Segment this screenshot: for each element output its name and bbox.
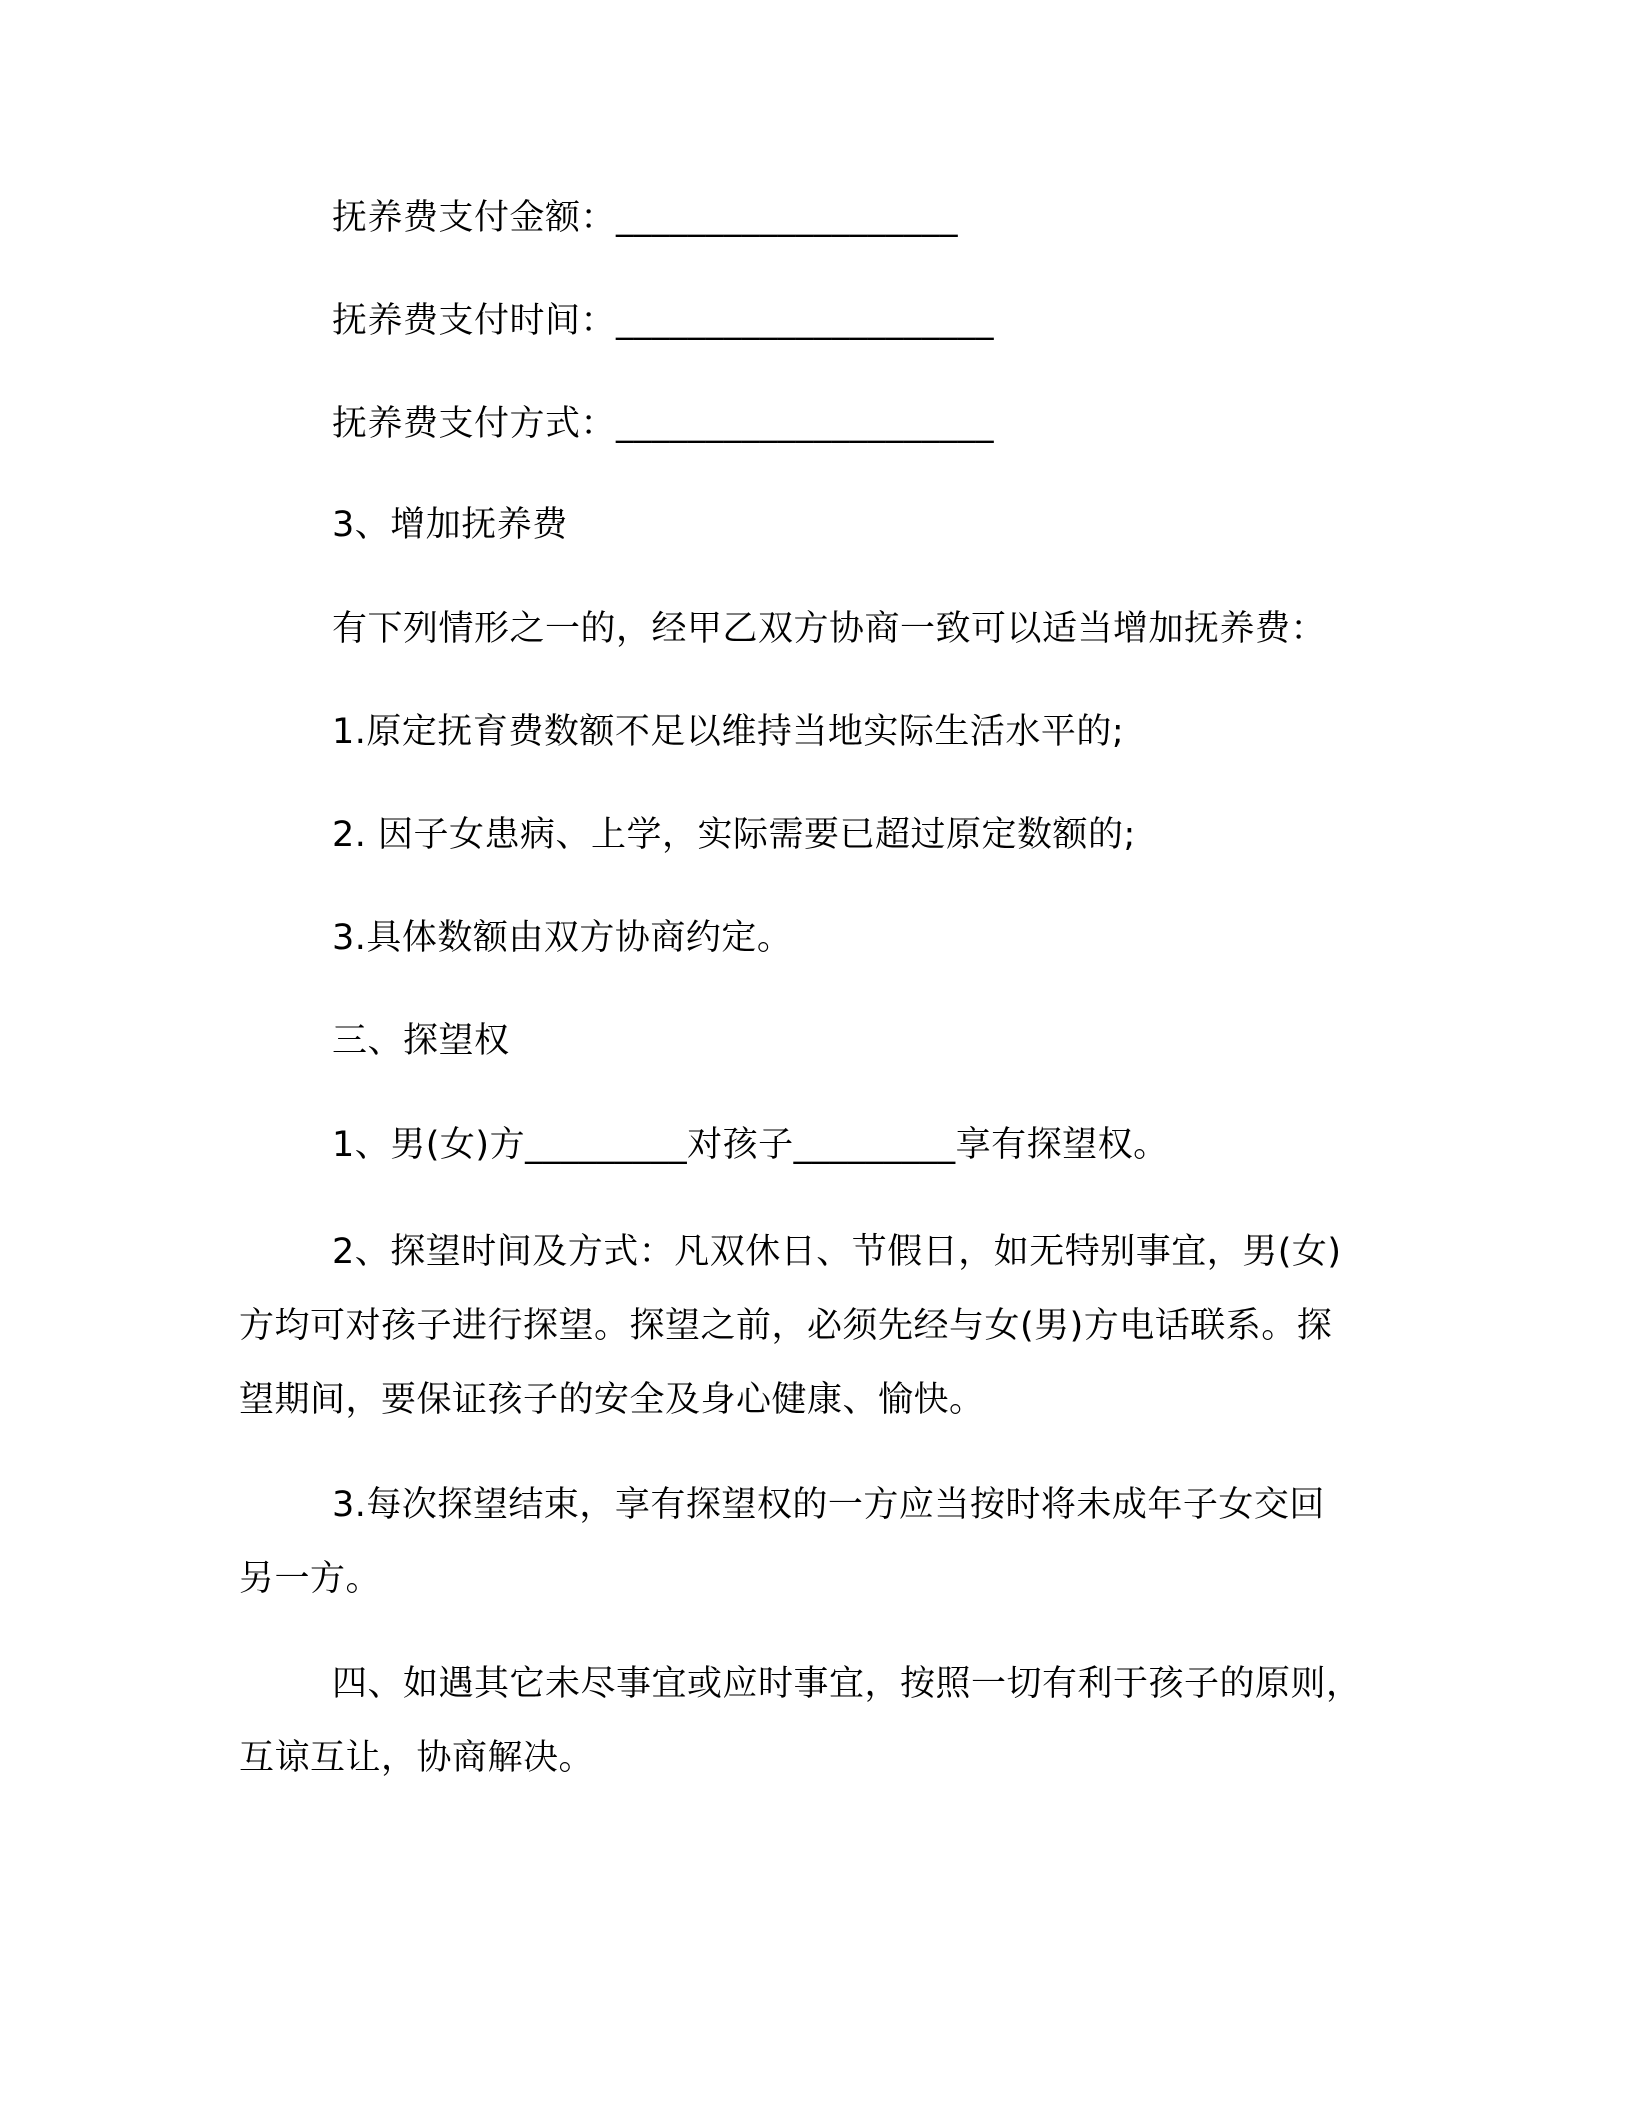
- section-heading: 四、如遇其它未尽事宜或应时事宜，按照一切有利于孩子的原则，: [332, 1664, 1362, 1704]
- list-item: 1.原定抚育费数额不足以维持当地实际生活水平的;: [332, 712, 1125, 752]
- text-line: 抚养费支付时间：_____________________: [332, 301, 995, 341]
- text-line: 望期间，要保证孩子的安全及身心健康、愉快。: [239, 1380, 985, 1420]
- text-line: 有下列情形之一的，经甲乙双方协商一致可以适当增加抚养费：: [332, 609, 1327, 649]
- text-line: 抚养费支付方式：_____________________: [332, 404, 995, 444]
- text-line: 抚养费支付金额：___________________: [332, 198, 959, 238]
- section-heading: 三、探望权: [332, 1021, 510, 1061]
- list-item: 2. 因子女患病、上学，实际需要已超过原定数额的;: [332, 815, 1136, 855]
- section-heading: 3、增加抚养费: [332, 505, 568, 545]
- text-line: 方均可对孩子进行探望。探望之前，必须先经与女(男)方电话联系。探: [239, 1306, 1333, 1346]
- text-line: 另一方。: [239, 1559, 382, 1599]
- text-line: 互谅互让，协商解决。: [239, 1738, 595, 1778]
- text-line: 2、探望时间及方式：凡双休日、节假日，如无特别事宜，男(女): [332, 1232, 1342, 1272]
- text-line: 1、男(女)方_________对孩子_________享有探望权。: [332, 1125, 1169, 1165]
- list-item: 3.具体数额由双方协商约定。: [332, 918, 793, 958]
- text-line: 3.每次探望结束，享有探望权的一方应当按时将未成年子女交回: [332, 1485, 1325, 1525]
